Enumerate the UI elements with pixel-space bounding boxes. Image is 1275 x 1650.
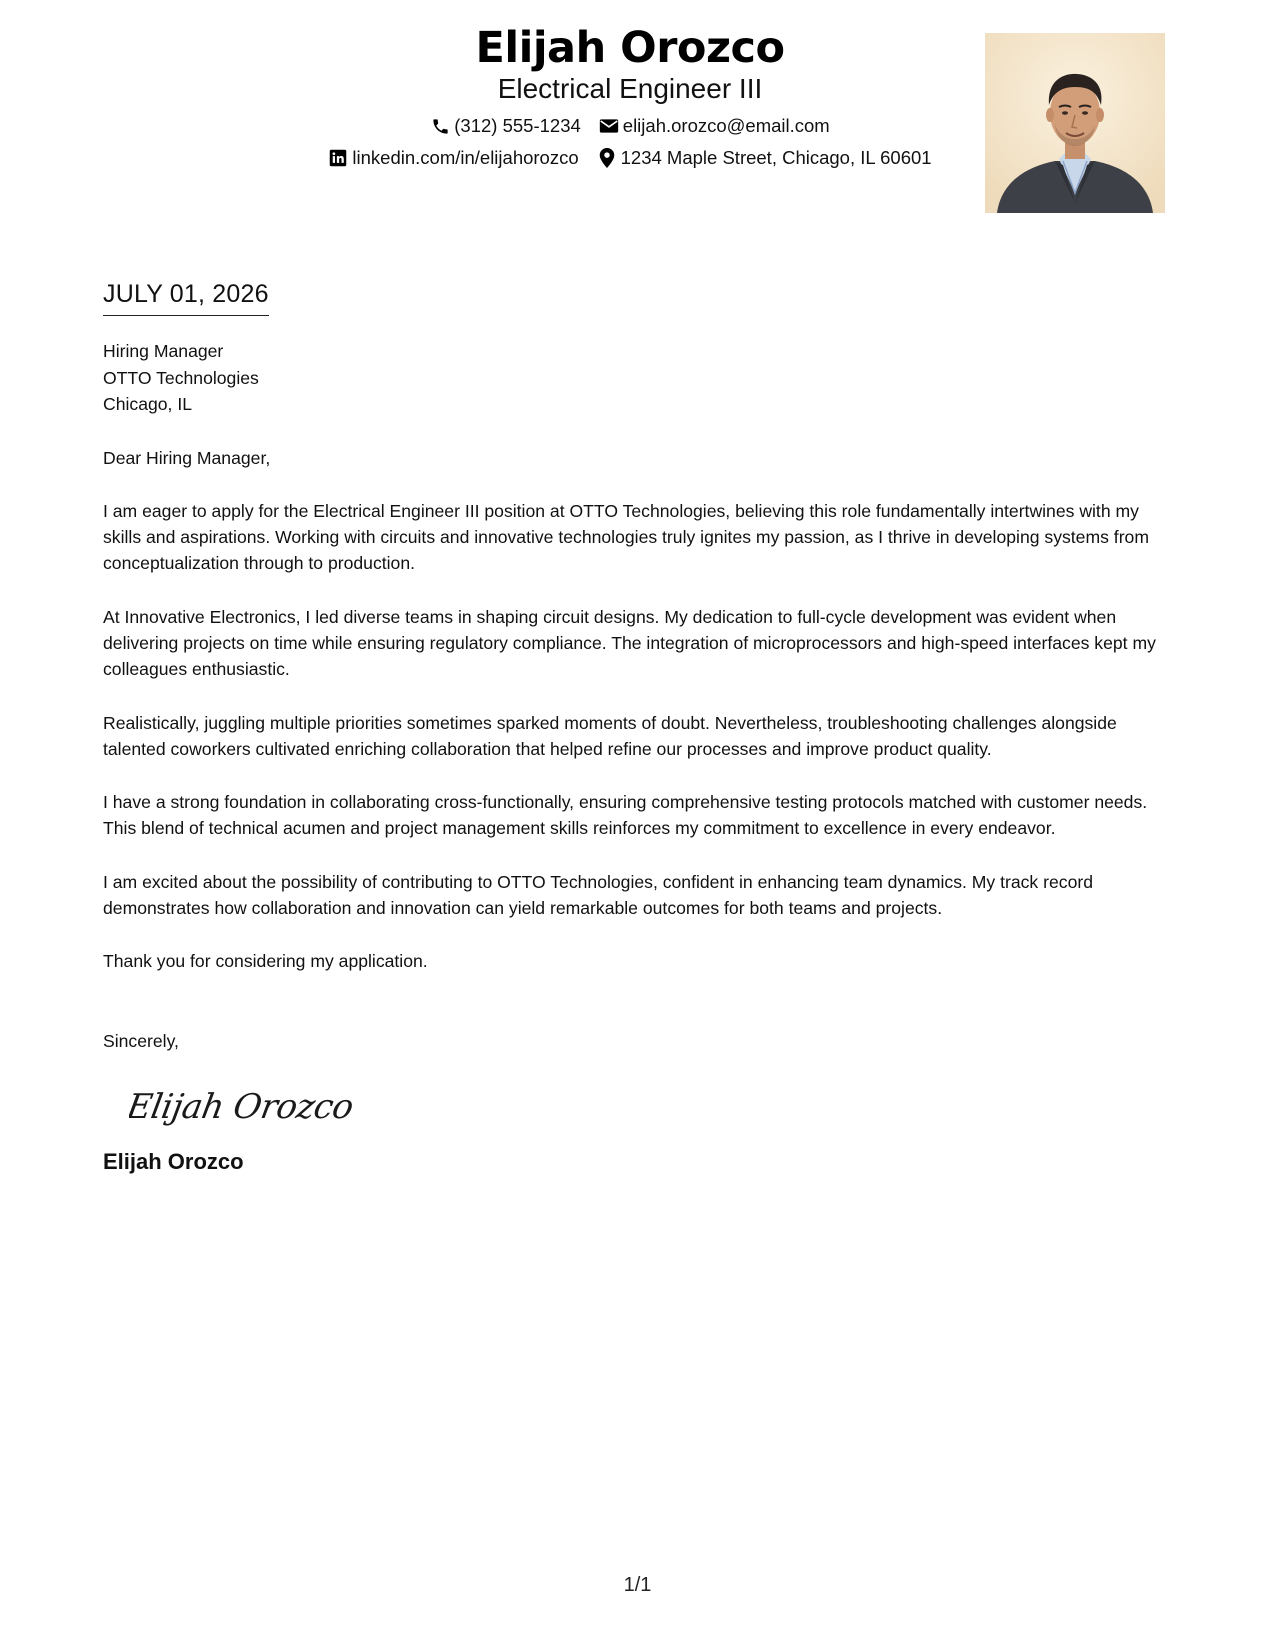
contact-row-2 [220, 146, 1040, 170]
body-paragraph: At Innovative Electronics, I led diverse teams in shaping circuit designs. My dedication to full-cycle development was evident when delivering projects on time while ensuring regulatory compliance. The integration of microprocessors and high-speed interfaces kept my colleagues enthusiastic. [103, 606, 1156, 680]
recipient-block [103, 338, 1178, 418]
salutation: Dear Hiring Manager, [103, 447, 271, 468]
phone-contact [430, 114, 581, 138]
letter-date: JULY 01, 2026 [103, 278, 269, 316]
recipient-line: OTTO Technologies [103, 367, 259, 388]
address-contact [597, 146, 932, 170]
email-text[interactable]: elijah.orozco@email.com [622, 115, 830, 136]
body-paragraph: Realistically, juggling multiple priorities sometimes sparked moments of doubt. Nevertheless, troubleshooting challenges alongside talented coworkers cultivated enriching collaboration that helped refine our processes and improve product quality. [103, 712, 1117, 759]
recipient-line: Chicago, IL [103, 394, 192, 414]
applicant-title: Electrical Engineer III [497, 73, 763, 104]
phone-icon [430, 116, 450, 136]
letter-header [0, 22, 1275, 222]
map-marker-icon [597, 148, 617, 168]
recipient-line: Hiring Manager [103, 341, 224, 361]
profile-photo [985, 33, 1165, 213]
handwritten-signature [129, 1074, 369, 1134]
phone-text: (312) 555-1234 [454, 115, 581, 136]
header-info [220, 22, 1040, 170]
body-paragraph: I am eager to apply for the Electrical Engineer III position at OTTO Technologies, believing this role fundamentally intertwines with my skills and aspirations. Working with circuits and innovative technologies truly ignites my passion, as I thrive in developing systems from conceptualization through to production. [103, 500, 1149, 574]
body-paragraph: I am excited about the possibility of contributing to OTTO Technologies, confident in enhancing team dynamics. My track record demonstrates how collaboration and innovation can yield remarkable outcomes for both teams and projects. [103, 871, 1093, 919]
contact-row-1 [220, 114, 1040, 138]
email-contact[interactable] [599, 114, 830, 138]
linkedin-text[interactable]: linkedin.com/in/elijahorozco [352, 147, 579, 168]
linkedin-icon [328, 148, 348, 168]
linkedin-contact[interactable] [328, 146, 578, 170]
thank-you-line: Thank you for considering my application. [103, 951, 428, 972]
letter-body [103, 278, 1178, 1176]
address-text: 1234 Maple Street, Chicago, IL 60601 [620, 147, 932, 168]
envelope-icon [599, 116, 619, 136]
body-paragraph: I have a strong foundation in collaborating cross-functionally, ensuring comprehensive testing protocols matched with customer needs. This blend of technical acumen and project management skills reinforces my commitment to excellence in every endeavor. [103, 792, 1148, 839]
page-number: 1/1 [623, 1574, 652, 1596]
applicant-name: Elijah Orozco [475, 23, 785, 73]
signer-name: Elijah Orozco [103, 1148, 244, 1174]
closing: Sincerely, [103, 1030, 179, 1051]
signature-script: Elijah Orozco [129, 1087, 357, 1127]
